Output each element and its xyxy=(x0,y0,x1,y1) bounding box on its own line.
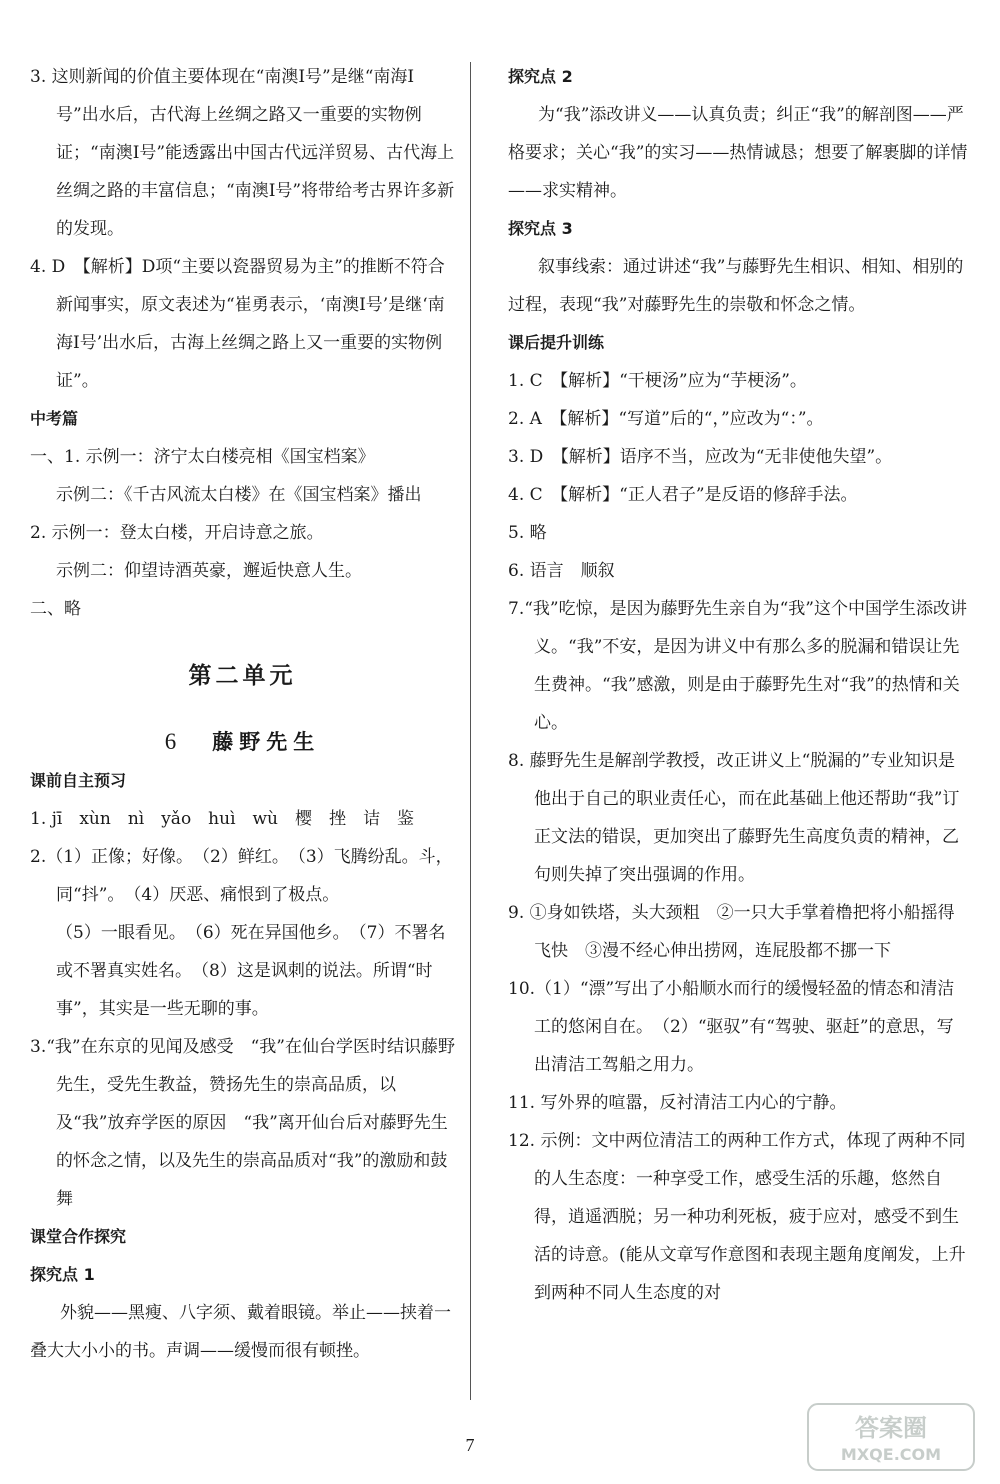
after-answer-4: 4. C 【解析】“正人君子”是反语的修辞手法。 xyxy=(508,485,858,505)
answer-4: 4. D 【解析】D项“主要以瓷器贸易为主”的推断不符合新闻事实，原文表述为“崔勇表示，‘南澳Ⅰ号’是继‘南海Ⅰ号’出水后，古海上丝绸之路上又一重要的实物例证”。 xyxy=(30,257,445,391)
watermark-logo xyxy=(806,1402,976,1472)
preview-answer-1: 1. jī xùn nì yǎo huì wù 樱 挫 诘 鉴 xyxy=(30,809,415,829)
after-answer-2: 2. A 【解析】“写道”后的“，”应改为“：”。 xyxy=(508,409,824,429)
explore-point-1: 外貌——黑瘦、八字须、戴着眼镜。举止——挟着一叠大大小小的书。声调——缓慢而很有顿挫。 xyxy=(30,1303,451,1361)
explore-point-3: 叙事线索：通过讲述“我”与藤野先生相识、相知、相别的过程，表现“我”对藤野先生的崇敬和怀念之情。 xyxy=(508,257,964,315)
watermark-line2: MXQE.COM xyxy=(840,1445,942,1464)
answer-3: 3. 这则新闻的价值主要体现在“南澳Ⅰ号”是继“南海Ⅰ号”出水后，古代海上丝绸之路又一重要的实物例证；“南澳Ⅰ号”能透露出中国古代远洋贸易、古代海上丝绸之路的丰富信息；“南澳Ⅰ号”将带给考古界许多新的发现。 xyxy=(30,67,455,239)
after-answer-7: 7.“我”吃惊，是因为藤野先生亲自为“我”这个中国学生添改讲义。“我”不安，是因为讲义中有那么多的脱漏和错误让先生费神。“我”感激，则是由于藤野先生对“我”的热情和关心。 xyxy=(508,599,967,733)
lesson-title xyxy=(30,722,455,762)
zk-answer-3: 二、略 xyxy=(30,599,81,619)
zk-answer-2a: 2. 示例一：登太白楼，开启诗意之旅。 xyxy=(30,523,324,543)
section-cooperation: 课堂合作探究 xyxy=(30,1227,127,1246)
lesson-name: 藤野先生 xyxy=(212,730,321,754)
after-answer-6: 6. 语言 顺叙 xyxy=(508,561,615,581)
unit-title: 第二单元 xyxy=(188,663,297,689)
explore-point-2: 为“我”添改讲义——认真负责；纠正“我”的解剖图——严格要求；关心“我”的实习——热情诚恳；想要了解裹脚的详情——求实精神。 xyxy=(508,105,968,201)
right-column xyxy=(508,58,968,1312)
column-divider xyxy=(470,62,471,1400)
section-after-class: 课后提升训练 xyxy=(508,333,605,352)
left-column xyxy=(30,58,455,1370)
explore-point-1-heading: 探究点 1 xyxy=(30,1265,95,1284)
after-answer-10: 10.（1）“漂”写出了小船顺水而行的缓慢轻盈的情态和清洁工的悠闲自在。 （2）“驱驭”有“驾驶、驱赶”的意思，写出清洁工驾船之用力。 xyxy=(508,979,955,1075)
after-answer-9: 9. ①身如铁塔，头大颈粗 ②一只大手掌着橹把将小船摇得飞快 ③漫不经心伸出捞网，连屁股都不挪一下 xyxy=(508,903,955,961)
explore-point-2-heading: 探究点 2 xyxy=(508,67,573,86)
zk-answer-1a: 一、1. 示例一：济宁太白楼亮相《国宝档案》 xyxy=(30,447,375,467)
lesson-number: 6 xyxy=(164,729,177,754)
after-answer-3: 3. D 【解析】语序不当，应改为“无非使他失望”。 xyxy=(508,447,893,467)
section-zhongkao: 中考篇 xyxy=(30,409,79,428)
preview-answer-2a: 2.（1）正像；好像。 （2）鲜红。 （3）飞腾纷乱。斗，同“抖”。 （4）厌恶、痛恨到了极点。 xyxy=(30,847,453,905)
after-answer-5: 5. 略 xyxy=(508,523,547,543)
after-answer-12: 12. 示例：文中两位清洁工的两种工作方式，体现了两种不同的人生态度：一种享受工作，感受生活的乐趣，悠然自得，逍遥洒脱；另一种功利死板，疲于应对，感受不到生活的诗意。(能从文章写作意图和表现主题角度阐发，上升到两种不同人生态度的对 xyxy=(508,1131,966,1303)
section-preview: 课前自主预习 xyxy=(30,771,127,790)
explore-point-3-heading: 探究点 3 xyxy=(508,219,573,238)
page-number: 7 xyxy=(465,1435,475,1455)
after-answer-8: 8. 藤野先生是解剖学教授，改正讲义上“脱漏的”专业知识是他出于自己的职业责任心，而在此基础上他还帮助“我”订正文法的错误，更加突出了藤野先生高度负责的精神，乙句则失掉了突出强调的作用。 xyxy=(508,751,960,885)
after-answer-1: 1. C 【解析】“干梗汤”应为“芋梗汤”。 xyxy=(508,371,807,391)
zk-answer-1b: 示例二：《千古风流太白楼》在《国宝档案》播出 xyxy=(56,485,422,505)
after-answer-11: 11. 写外界的喧嚣，反衬清洁工内心的宁静。 xyxy=(508,1093,847,1113)
zk-answer-2b: 示例二：仰望诗酒英豪，邂逅快意人生。 xyxy=(56,561,362,581)
preview-answer-2b: （5）一眼看见。 （6）死在异国他乡。 （7）不署名或不署真实姓名。 （8）这是讽刺的说法。所谓“时事”，其实是一些无聊的事。 xyxy=(56,923,446,1019)
watermark-line1: 答案圈 xyxy=(855,1414,927,1442)
preview-answer-3: 3.“我”在东京的见闻及感受 “我”在仙台学医时结识藤野先生，受先生教益，赞扬先生的崇高品质，以及“我”放弃学医的原因 “我”离开仙台后对藤野先生的怀念之情，以及先生的崇高品质对“我”的激励和鼓舞 xyxy=(30,1037,455,1209)
